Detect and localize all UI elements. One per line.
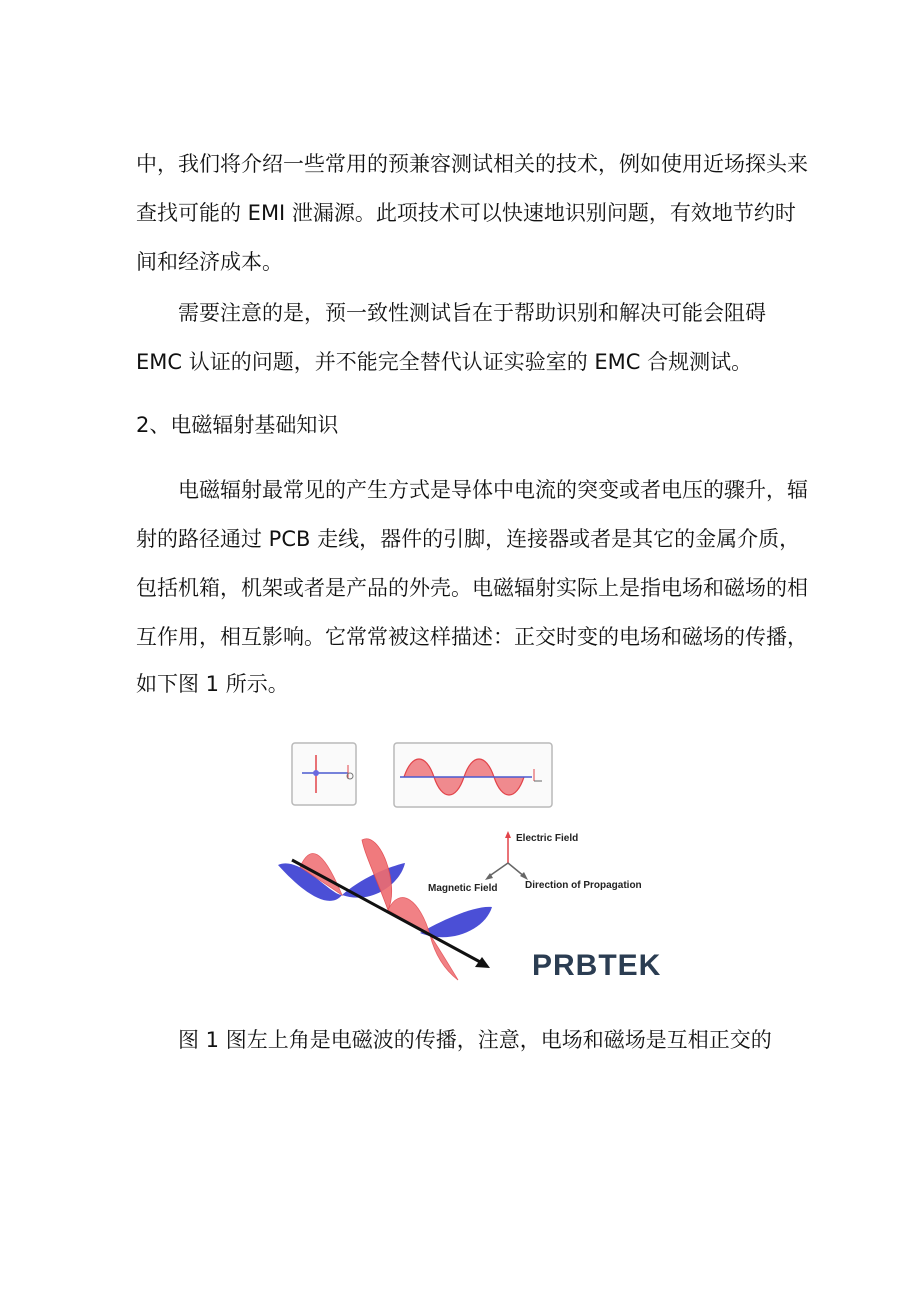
axis-triad <box>428 831 642 894</box>
paragraph-1-line-2: 查找可能的 EMI 泄漏源。此项技术可以快速地识别问题，有效地节约时 <box>136 201 796 225</box>
paragraph-3-line-2: 射的路径通过 PCB 走线，器件的引脚，连接器或者是其它的金属介质， <box>136 527 801 551</box>
paragraph-2-line-2: EMC 认证的问题，并不能完全替代认证实验室的 EMC 合规测试。 <box>136 350 753 374</box>
paragraph-3-line-5: 如下图 1 所示。 <box>136 672 289 696</box>
paragraph-2-line-1: 需要注意的是，预一致性测试旨在于帮助识别和解决可能会阻碍 <box>178 301 766 325</box>
paragraph-3-line-4: 互作用，相互影响。它常常被这样描述：正交时变的电场和磁场的传播， <box>136 625 808 649</box>
paragraph-3-line-3: 包括机箱，机架或者是产品的外壳。电磁辐射实际上是指电场和磁场的相 <box>136 576 808 600</box>
paragraph-3-line-1: 电磁辐射最常见的产生方式是导体中电流的突变或者电压的骤升，辐 <box>178 478 808 502</box>
section-heading: 2、电磁辐射基础知识 <box>136 413 339 437</box>
paragraph-1-line-1: 中，我们将介绍一些常用的预兼容测试相关的技术，例如使用近场探头来 <box>136 152 808 176</box>
electric-field-label: Electric Field <box>516 833 579 844</box>
em-wave-illustration <box>270 735 660 985</box>
em-wave-figure <box>270 735 660 985</box>
propagation-label: Direction of Propagation <box>525 880 642 891</box>
panel-cross-section <box>292 743 356 805</box>
brand-logo: PRBTEK <box>532 949 660 982</box>
electric-wave <box>300 839 458 980</box>
magnetic-field-label: Magnetic Field <box>428 883 498 894</box>
figure-caption: 图 1 图左上角是电磁波的传播，注意，电场和磁场是互相正交的 <box>178 1028 772 1052</box>
paragraph-1-line-3: 间和经济成本。 <box>136 250 283 274</box>
